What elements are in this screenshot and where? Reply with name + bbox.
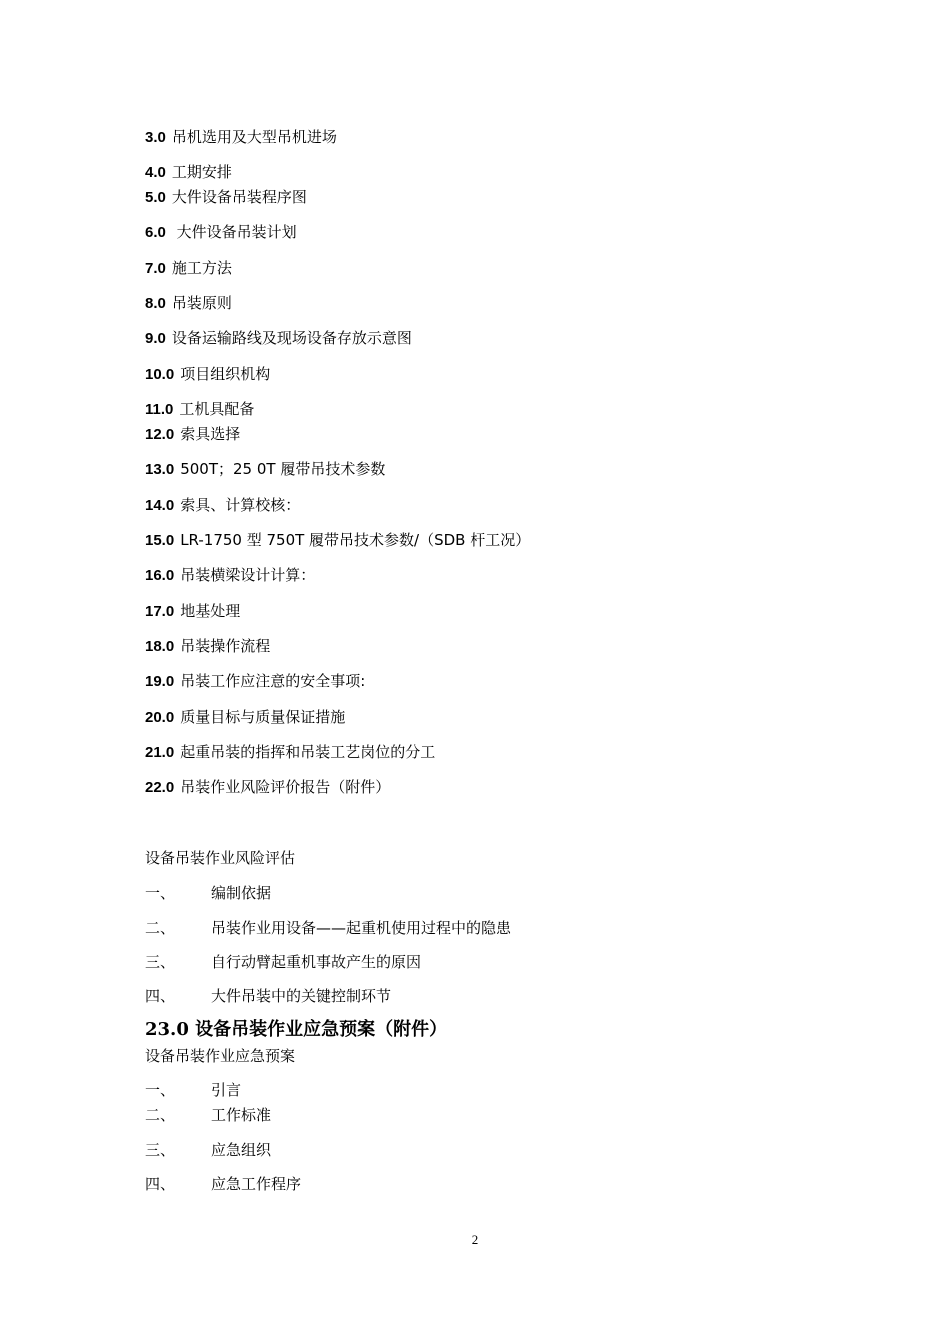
item-text: 大件吊装中的关键控制环节 bbox=[211, 987, 392, 1005]
toc-text: 索具、计算校核： bbox=[180, 496, 301, 514]
toc-item-22 bbox=[145, 777, 390, 798]
toc-text: 大件设备吊装程序图 bbox=[171, 188, 307, 206]
toc-number: 21.0 bbox=[145, 744, 175, 761]
emergency-item bbox=[145, 1174, 301, 1194]
toc-text: 工期安排 bbox=[171, 163, 232, 181]
toc-text: 吊装操作流程 bbox=[180, 637, 271, 655]
toc-item-7 bbox=[145, 258, 232, 279]
toc-text: 大件设备吊装计划 bbox=[171, 223, 297, 241]
toc-item-18 bbox=[145, 636, 270, 657]
toc-text: 500T；25 0T 履带吊技术参数 bbox=[180, 460, 386, 478]
item-text: 应急工作程序 bbox=[211, 1175, 302, 1193]
emergency-item bbox=[145, 1140, 271, 1160]
toc-number: 3.0 bbox=[145, 129, 166, 146]
toc-text: 项目组织机构 bbox=[180, 365, 271, 383]
item-text: 引言 bbox=[211, 1081, 242, 1099]
toc-number: 19.0 bbox=[145, 673, 175, 690]
toc-number: 10.0 bbox=[145, 366, 175, 383]
toc-text: 索具选择 bbox=[180, 425, 241, 443]
toc-number: 4.0 bbox=[145, 164, 166, 181]
toc-item-4 bbox=[145, 162, 232, 183]
item-marker: 三、 bbox=[145, 1141, 176, 1159]
emergency-item bbox=[145, 1105, 271, 1125]
toc-item-13 bbox=[145, 459, 385, 480]
risk-item bbox=[145, 883, 271, 903]
toc-item-9 bbox=[145, 328, 412, 349]
toc-text: 地基处理 bbox=[180, 602, 241, 620]
emergency-section-title: 设备吊装作业应急预案 bbox=[145, 1047, 296, 1065]
item-text: 应急组织 bbox=[211, 1141, 272, 1159]
toc-number: 11.0 bbox=[145, 401, 174, 418]
toc-text: 吊装横梁设计计算： bbox=[180, 566, 316, 584]
toc-item-12 bbox=[145, 424, 240, 445]
item-marker: 一、 bbox=[145, 884, 176, 902]
item-marker: 四、 bbox=[145, 987, 176, 1005]
toc-text: LR-1750 型 750T 履带吊技术参数/（SDB 杆工况） bbox=[180, 531, 531, 549]
item-marker: 三、 bbox=[145, 953, 176, 971]
toc-text: 施工方法 bbox=[171, 259, 232, 277]
toc-text: 设备运输路线及现场设备存放示意图 bbox=[171, 329, 412, 347]
toc-number: 13.0 bbox=[145, 461, 175, 478]
toc-item-19 bbox=[145, 671, 365, 692]
item-text: 编制依据 bbox=[211, 884, 272, 902]
toc-text: 吊机选用及大型吊机进场 bbox=[171, 128, 337, 146]
item-marker: 一、 bbox=[145, 1081, 176, 1099]
toc-text: 工机具配备 bbox=[179, 400, 255, 418]
item-marker: 二、 bbox=[145, 919, 176, 937]
toc-item-17 bbox=[145, 601, 240, 622]
toc-number: 7.0 bbox=[145, 260, 166, 277]
toc-item-6 bbox=[145, 222, 297, 243]
toc-number: 5.0 bbox=[145, 189, 166, 206]
emergency-item bbox=[145, 1080, 241, 1100]
toc-item-10 bbox=[145, 364, 270, 385]
toc-item-5 bbox=[145, 187, 307, 208]
item-marker: 四、 bbox=[145, 1175, 176, 1193]
item-text: 工作标准 bbox=[211, 1106, 272, 1124]
toc-number: 20.0 bbox=[145, 709, 175, 726]
toc-text: 吊装作业风险评价报告（附件） bbox=[180, 778, 391, 796]
toc-number: 22.0 bbox=[145, 779, 175, 796]
item-text: 自行动臂起重机事故产生的原因 bbox=[211, 953, 422, 971]
risk-section-title: 设备吊装作业风险评估 bbox=[145, 849, 296, 867]
toc-item-3 bbox=[145, 127, 337, 148]
item-text: 吊装作业用设备——起重机使用过程中的隐患 bbox=[211, 919, 512, 937]
toc-item-21 bbox=[145, 742, 435, 763]
toc-number: 14.0 bbox=[145, 497, 175, 514]
toc-number: 6.0 bbox=[145, 224, 166, 241]
toc-number: 12.0 bbox=[145, 426, 175, 443]
item-marker: 二、 bbox=[145, 1106, 176, 1124]
toc-number: 18.0 bbox=[145, 638, 175, 655]
toc-item-16 bbox=[145, 565, 315, 586]
toc-text: 吊装工作应注意的安全事项: bbox=[180, 672, 366, 690]
toc-number: 8.0 bbox=[145, 295, 166, 312]
toc-item-20 bbox=[145, 707, 345, 728]
toc-text: 质量目标与质量保证措施 bbox=[180, 708, 346, 726]
toc-item-11 bbox=[145, 399, 254, 420]
section-heading-23: 23.0 设备吊装作业应急预案（附件） bbox=[145, 1019, 448, 1040]
toc-text: 吊装原则 bbox=[171, 294, 232, 312]
toc-number: 16.0 bbox=[145, 567, 175, 584]
toc-number: 17.0 bbox=[145, 603, 175, 620]
toc-text: 起重吊装的指挥和吊装工艺岗位的分工 bbox=[180, 743, 436, 761]
risk-item bbox=[145, 986, 391, 1006]
toc-number: 9.0 bbox=[145, 330, 166, 347]
toc-item-14 bbox=[145, 495, 300, 516]
toc-item-15 bbox=[145, 530, 530, 551]
toc-item-8 bbox=[145, 293, 232, 314]
risk-item bbox=[145, 952, 421, 972]
toc-number: 15.0 bbox=[145, 532, 175, 549]
page-number: 2 bbox=[471, 1232, 479, 1247]
risk-item bbox=[145, 918, 511, 938]
